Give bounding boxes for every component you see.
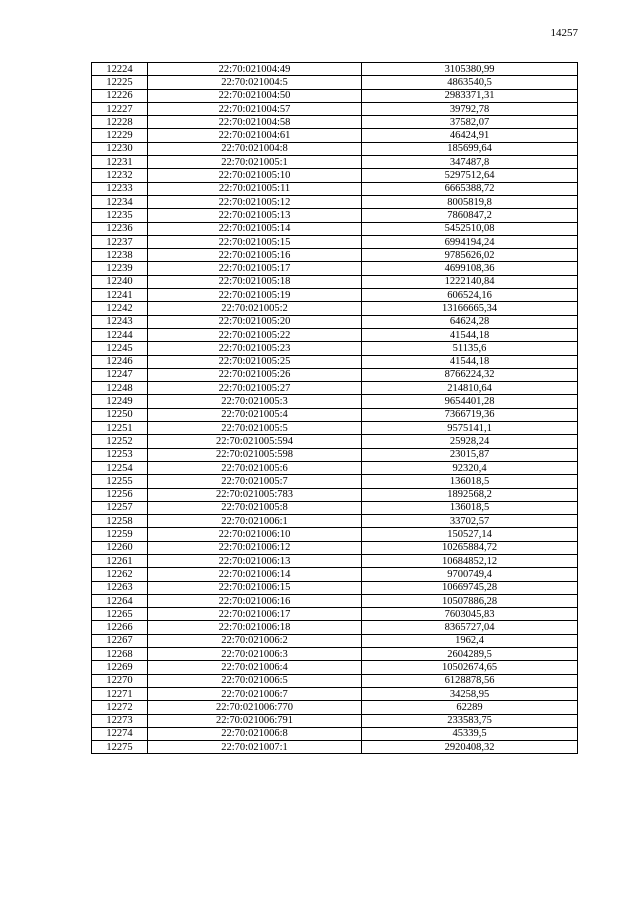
cadastral-number-cell: 22:70:021006:8	[148, 727, 362, 740]
row-number-cell: 12264	[92, 594, 148, 607]
cadastral-number-cell: 22:70:021007:1	[148, 741, 362, 754]
row-number-cell: 12242	[92, 302, 148, 315]
value-cell: 7603045,83	[362, 608, 578, 621]
table-row	[92, 488, 578, 501]
table-row	[92, 328, 578, 341]
table-row	[92, 408, 578, 421]
value-cell: 1892568,2	[362, 488, 578, 501]
table-row	[92, 275, 578, 288]
table-row	[92, 448, 578, 461]
cadastral-number-cell: 22:70:021005:598	[148, 448, 362, 461]
value-cell: 4699108,36	[362, 262, 578, 275]
value-cell: 10669745,28	[362, 581, 578, 594]
cadastral-number-cell: 22:70:021006:791	[148, 714, 362, 727]
cadastral-number-cell: 22:70:021006:14	[148, 568, 362, 581]
cadastral-number-cell: 22:70:021005:11	[148, 182, 362, 195]
row-number-cell: 12250	[92, 408, 148, 421]
table-row	[92, 262, 578, 275]
table-row	[92, 315, 578, 328]
table-row	[92, 621, 578, 634]
value-cell: 41544,18	[362, 328, 578, 341]
value-cell: 37582,07	[362, 116, 578, 129]
table-row	[92, 475, 578, 488]
table-row	[92, 76, 578, 89]
table-row	[92, 195, 578, 208]
cadastral-number-cell: 22:70:021005:20	[148, 315, 362, 328]
row-number-cell: 12266	[92, 621, 148, 634]
table-body	[92, 63, 578, 754]
cadastral-number-cell: 22:70:021004:57	[148, 102, 362, 115]
table-row	[92, 156, 578, 169]
row-number-cell: 12251	[92, 422, 148, 435]
table-row	[92, 249, 578, 262]
row-number-cell: 12263	[92, 581, 148, 594]
row-number-cell: 12268	[92, 648, 148, 661]
cadastral-number-cell: 22:70:021006:10	[148, 528, 362, 541]
value-cell: 34258,95	[362, 687, 578, 700]
cadastral-number-cell: 22:70:021004:49	[148, 63, 362, 76]
cadastral-number-cell: 22:70:021005:14	[148, 222, 362, 235]
row-number-cell: 12225	[92, 76, 148, 89]
cadastral-number-cell: 22:70:021006:3	[148, 648, 362, 661]
table-row	[92, 741, 578, 754]
row-number-cell: 12275	[92, 741, 148, 754]
value-cell: 7366719,36	[362, 408, 578, 421]
cadastral-number-cell: 22:70:021005:8	[148, 501, 362, 514]
cadastral-number-cell: 22:70:021005:16	[148, 249, 362, 262]
row-number-cell: 12241	[92, 289, 148, 302]
table-row	[92, 461, 578, 474]
row-number-cell: 12226	[92, 89, 148, 102]
value-cell: 8766224,32	[362, 368, 578, 381]
value-cell: 6128878,56	[362, 674, 578, 687]
row-number-cell: 12246	[92, 355, 148, 368]
table-row	[92, 727, 578, 740]
row-number-cell: 12271	[92, 687, 148, 700]
value-cell: 2920408,32	[362, 741, 578, 754]
table-row	[92, 142, 578, 155]
value-cell: 5297512,64	[362, 169, 578, 182]
value-cell: 10265884,72	[362, 541, 578, 554]
cadastral-number-cell: 22:70:021006:13	[148, 554, 362, 567]
value-cell: 9785626,02	[362, 249, 578, 262]
cadastral-number-cell: 22:70:021004:8	[148, 142, 362, 155]
row-number-cell: 12272	[92, 701, 148, 714]
value-cell: 136018,5	[362, 501, 578, 514]
value-cell: 2983371,31	[362, 89, 578, 102]
cadastral-number-cell: 22:70:021005:10	[148, 169, 362, 182]
value-cell: 10502674,65	[362, 661, 578, 674]
row-number-cell: 12274	[92, 727, 148, 740]
table-row	[92, 355, 578, 368]
row-number-cell: 12270	[92, 674, 148, 687]
table-row	[92, 182, 578, 195]
row-number-cell: 12262	[92, 568, 148, 581]
row-number-cell: 12232	[92, 169, 148, 182]
row-number-cell: 12234	[92, 195, 148, 208]
table-row	[92, 634, 578, 647]
cadastral-number-cell: 22:70:021005:783	[148, 488, 362, 501]
row-number-cell: 12239	[92, 262, 148, 275]
row-number-cell: 12273	[92, 714, 148, 727]
row-number-cell: 12269	[92, 661, 148, 674]
cadastral-number-cell: 22:70:021005:26	[148, 368, 362, 381]
row-number-cell: 12236	[92, 222, 148, 235]
cadastral-number-cell: 22:70:021006:7	[148, 687, 362, 700]
row-number-cell: 12230	[92, 142, 148, 155]
value-cell: 9654401,28	[362, 395, 578, 408]
value-cell: 10507886,28	[362, 594, 578, 607]
value-cell: 92320,4	[362, 461, 578, 474]
cadastral-number-cell: 22:70:021004:50	[148, 89, 362, 102]
table-row	[92, 235, 578, 248]
table-row	[92, 89, 578, 102]
value-cell: 39792,78	[362, 102, 578, 115]
table-row	[92, 302, 578, 315]
value-cell: 185699,64	[362, 142, 578, 155]
cadastral-number-cell: 22:70:021006:12	[148, 541, 362, 554]
row-number-cell: 12243	[92, 315, 148, 328]
value-cell: 8365727,04	[362, 621, 578, 634]
cadastral-number-cell: 22:70:021005:6	[148, 461, 362, 474]
cadastral-number-cell: 22:70:021004:61	[148, 129, 362, 142]
table-row	[92, 501, 578, 514]
value-cell: 9575141,1	[362, 422, 578, 435]
cadastral-number-cell: 22:70:021005:25	[148, 355, 362, 368]
value-cell: 3105380,99	[362, 63, 578, 76]
cadastral-number-cell: 22:70:021006:4	[148, 661, 362, 674]
value-cell: 46424,91	[362, 129, 578, 142]
table-row	[92, 209, 578, 222]
value-cell: 62289	[362, 701, 578, 714]
data-table	[91, 62, 578, 754]
value-cell: 6994194,24	[362, 235, 578, 248]
value-cell: 13166665,34	[362, 302, 578, 315]
cadastral-number-cell: 22:70:021006:18	[148, 621, 362, 634]
row-number-cell: 12257	[92, 501, 148, 514]
row-number-cell: 12227	[92, 102, 148, 115]
cadastral-number-cell: 22:70:021005:17	[148, 262, 362, 275]
row-number-cell: 12255	[92, 475, 148, 488]
row-number-cell: 12231	[92, 156, 148, 169]
row-number-cell: 12254	[92, 461, 148, 474]
table-row	[92, 714, 578, 727]
table-row	[92, 581, 578, 594]
row-number-cell: 12228	[92, 116, 148, 129]
cadastral-number-cell: 22:70:021006:2	[148, 634, 362, 647]
row-number-cell: 12235	[92, 209, 148, 222]
cadastral-number-cell: 22:70:021005:27	[148, 382, 362, 395]
table-row	[92, 608, 578, 621]
value-cell: 5452510,08	[362, 222, 578, 235]
cadastral-number-cell: 22:70:021005:5	[148, 422, 362, 435]
cadastral-number-cell: 22:70:021005:1	[148, 156, 362, 169]
cadastral-number-cell: 22:70:021004:5	[148, 76, 362, 89]
table-row	[92, 568, 578, 581]
value-cell: 7860847,2	[362, 209, 578, 222]
row-number-cell: 12238	[92, 249, 148, 262]
row-number-cell: 12252	[92, 435, 148, 448]
row-number-cell: 12256	[92, 488, 148, 501]
table-row	[92, 169, 578, 182]
row-number-cell: 12249	[92, 395, 148, 408]
cadastral-number-cell: 22:70:021005:22	[148, 328, 362, 341]
cadastral-number-cell: 22:70:021005:19	[148, 289, 362, 302]
cadastral-number-cell: 22:70:021005:4	[148, 408, 362, 421]
table-row	[92, 422, 578, 435]
value-cell: 233583,75	[362, 714, 578, 727]
row-number-cell: 12248	[92, 382, 148, 395]
cadastral-number-cell: 22:70:021005:13	[148, 209, 362, 222]
value-cell: 23015,87	[362, 448, 578, 461]
cadastral-number-cell: 22:70:021006:16	[148, 594, 362, 607]
value-cell: 4863540,5	[362, 76, 578, 89]
row-number-cell: 12245	[92, 342, 148, 355]
cadastral-number-cell: 22:70:021005:18	[148, 275, 362, 288]
row-number-cell: 12265	[92, 608, 148, 621]
table-row	[92, 129, 578, 142]
table-row	[92, 687, 578, 700]
value-cell: 51135,6	[362, 342, 578, 355]
value-cell: 347487,8	[362, 156, 578, 169]
row-number-cell: 12259	[92, 528, 148, 541]
table-row	[92, 368, 578, 381]
row-number-cell: 12244	[92, 328, 148, 341]
value-cell: 25928,24	[362, 435, 578, 448]
cadastral-number-cell: 22:70:021005:2	[148, 302, 362, 315]
table-row	[92, 382, 578, 395]
row-number-cell: 12240	[92, 275, 148, 288]
table-row	[92, 594, 578, 607]
table-row	[92, 515, 578, 528]
table-row	[92, 701, 578, 714]
cadastral-number-cell: 22:70:021004:58	[148, 116, 362, 129]
row-number-cell: 12253	[92, 448, 148, 461]
row-number-cell: 12260	[92, 541, 148, 554]
cadastral-number-cell: 22:70:021005:12	[148, 195, 362, 208]
table-row	[92, 541, 578, 554]
table-row	[92, 63, 578, 76]
value-cell: 1222140,84	[362, 275, 578, 288]
row-number-cell: 12261	[92, 554, 148, 567]
cadastral-number-cell: 22:70:021005:15	[148, 235, 362, 248]
table-row	[92, 289, 578, 302]
row-number-cell: 12247	[92, 368, 148, 381]
cadastral-number-cell: 22:70:021006:17	[148, 608, 362, 621]
value-cell: 150527,14	[362, 528, 578, 541]
cadastral-number-cell: 22:70:021006:1	[148, 515, 362, 528]
table-row	[92, 554, 578, 567]
cadastral-number-cell: 22:70:021005:23	[148, 342, 362, 355]
table-row	[92, 648, 578, 661]
cadastral-number-cell: 22:70:021005:594	[148, 435, 362, 448]
row-number-cell: 12229	[92, 129, 148, 142]
page-number: 14257	[550, 27, 578, 39]
table-row	[92, 102, 578, 115]
value-cell: 41544,18	[362, 355, 578, 368]
row-number-cell: 12267	[92, 634, 148, 647]
table-row	[92, 395, 578, 408]
value-cell: 64624,28	[362, 315, 578, 328]
value-cell: 9700749,4	[362, 568, 578, 581]
cadastral-number-cell: 22:70:021005:7	[148, 475, 362, 488]
table-row	[92, 528, 578, 541]
value-cell: 45339,5	[362, 727, 578, 740]
value-cell: 136018,5	[362, 475, 578, 488]
table-row	[92, 222, 578, 235]
cadastral-number-cell: 22:70:021005:3	[148, 395, 362, 408]
value-cell: 6665388,72	[362, 182, 578, 195]
cadastral-number-cell: 22:70:021006:5	[148, 674, 362, 687]
value-cell: 214810,64	[362, 382, 578, 395]
value-cell: 2604289,5	[362, 648, 578, 661]
row-number-cell: 12237	[92, 235, 148, 248]
value-cell: 10684852,12	[362, 554, 578, 567]
value-cell: 33702,57	[362, 515, 578, 528]
row-number-cell: 12224	[92, 63, 148, 76]
table-row	[92, 674, 578, 687]
value-cell: 1962,4	[362, 634, 578, 647]
row-number-cell: 12233	[92, 182, 148, 195]
value-cell: 606524,16	[362, 289, 578, 302]
value-cell: 8005819,8	[362, 195, 578, 208]
table-row	[92, 435, 578, 448]
cadastral-number-cell: 22:70:021006:15	[148, 581, 362, 594]
cadastral-number-cell: 22:70:021006:770	[148, 701, 362, 714]
table-row	[92, 661, 578, 674]
table-row	[92, 342, 578, 355]
table-row	[92, 116, 578, 129]
row-number-cell: 12258	[92, 515, 148, 528]
